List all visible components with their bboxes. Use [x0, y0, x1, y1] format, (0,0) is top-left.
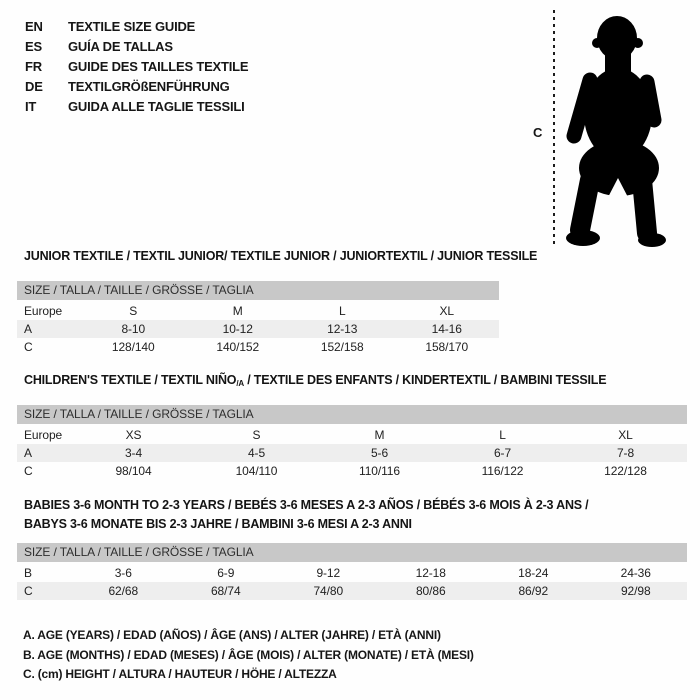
table-row: [17, 320, 499, 338]
size-cell: 14-16: [395, 320, 500, 338]
size-cell: 3-6: [114, 566, 132, 580]
size-cell: 104/110: [235, 464, 278, 478]
title-line-2: BABYS 3-6 MONATE BIS 2-3 JAHRE / BAMBINI 3-6 MESI A 2-3 ANNI: [24, 517, 412, 531]
language-code: EN: [25, 19, 43, 34]
size-header-band: SIZE / TALLA / TAILLE / GRÖSSE / TAGLIA: [17, 405, 687, 424]
section-title: [17, 374, 687, 390]
footnotes: [23, 626, 474, 685]
table-row: [17, 462, 687, 480]
size-header-band: SIZE / TALLA / TAILLE / GRÖSSE / TAGLIA: [17, 281, 499, 300]
size-cell: L: [338, 304, 346, 318]
size-cell: 140/152: [216, 340, 260, 354]
section-junior-textile: [17, 249, 538, 356]
size-cell: 9-12: [316, 566, 341, 580]
footnote-b: B. AGE (MONTHS) / EDAD (MESES) / ÂGE (MOIS) / ALTER (MONATE) / ETÀ (MESI): [23, 647, 474, 662]
language-row-fr: [25, 57, 248, 77]
footnote-a: A. AGE (YEARS) / EDAD (AÑOS) / ÂGE (ANS) / ALTER (JAHRE) / ETÀ (ANNI): [23, 628, 441, 642]
size-cell: S: [252, 428, 261, 442]
table-row: [17, 582, 687, 600]
language-row-es: [25, 37, 248, 57]
size-cell: 7-8: [564, 444, 687, 462]
row-label: A: [17, 320, 81, 338]
row-label: Europe: [24, 304, 63, 318]
size-cell: 92/98: [585, 582, 688, 600]
size-cell: 86/92: [482, 582, 585, 600]
language-label: TEXTILE SIZE GUIDE: [68, 19, 196, 34]
section-babies-textile: [17, 496, 687, 600]
language-row-de: [25, 77, 248, 97]
table-row: [17, 302, 499, 320]
size-cell: 18-24: [518, 566, 549, 580]
table-row: [17, 338, 499, 356]
size-cell: 5-6: [318, 444, 441, 462]
row-label: A: [17, 444, 72, 462]
size-cell: 6-7: [441, 444, 564, 462]
size-cell: 152/158: [320, 340, 364, 354]
size-cell: 62/68: [72, 582, 175, 600]
size-cell: 12-18: [415, 566, 446, 580]
size-cell: 68/74: [175, 582, 278, 600]
language-row-it: [25, 97, 248, 117]
row-label: Europe: [24, 428, 63, 442]
title-line-1: BABIES 3-6 MONTH TO 2-3 YEARS / BEBÉS 3-6 MESES A 2-3 AÑOS / BÉBÉS 3-6 MOIS À 2-3 ANS /: [24, 498, 589, 512]
section-childrens-textile: [17, 374, 687, 480]
title-subscript: /A: [236, 379, 244, 388]
language-label: GUIDE DES TAILLES TEXTILE: [68, 59, 249, 74]
title-text: CHILDREN'S TEXTILE / TEXTIL NIÑO: [24, 373, 237, 387]
size-header-band: SIZE / TALLA / TAILLE / GRÖSSE / TAGLIA: [17, 543, 687, 562]
row-label: B: [24, 566, 32, 580]
language-code: IT: [25, 99, 37, 114]
language-label: GUIDA ALLE TAGLIE TESSILI: [68, 99, 245, 114]
height-dashed-line: [553, 10, 555, 248]
size-cell: XL: [618, 428, 633, 442]
baby-silhouette-icon: [560, 8, 692, 248]
size-cell: 110/116: [359, 464, 400, 478]
section-title: JUNIOR TEXTILE / TEXTIL JUNIOR/ TEXTILE JUNIOR / JUNIORTEXTIL / JUNIOR TESSILE: [24, 249, 538, 263]
height-label-c: C: [533, 125, 543, 140]
size-cell: M: [232, 304, 243, 318]
size-cell: 158/170: [425, 340, 469, 354]
size-cell: 122/128: [604, 464, 647, 478]
language-list: [25, 17, 248, 117]
title-text: / TEXTILE DES ENFANTS / KINDERTEXTIL / BAMBINI TESSILE: [243, 373, 607, 387]
footnote-c: C. (cm) HEIGHT / ALTURA / HAUTEUR / HÖHE / ALTEZZA: [23, 667, 337, 681]
size-cell: 4-5: [195, 444, 318, 462]
size-cell: XL: [439, 304, 454, 318]
table-row: [17, 564, 687, 582]
size-cell: XS: [125, 428, 142, 442]
size-cell: 128/140: [111, 340, 155, 354]
junior-size-table: [17, 302, 499, 356]
size-cell: 24-36: [620, 566, 651, 580]
size-cell: 12-13: [290, 320, 395, 338]
row-label: C: [17, 582, 72, 600]
size-cell: L: [499, 428, 506, 442]
babies-size-table: [17, 564, 687, 600]
size-cell: 6-9: [217, 566, 235, 580]
table-row: [17, 444, 687, 462]
size-cell: 80/86: [380, 582, 483, 600]
size-cell: 74/80: [277, 582, 380, 600]
language-row-en: [25, 17, 248, 37]
row-label: C: [24, 464, 33, 478]
size-cell: M: [374, 428, 385, 442]
size-cell: 8-10: [81, 320, 186, 338]
height-figure: [500, 0, 700, 260]
size-cell: 10-12: [186, 320, 291, 338]
language-code: FR: [25, 59, 42, 74]
size-cell: 98/104: [115, 464, 152, 478]
language-code: ES: [25, 39, 42, 54]
children-size-table: [17, 426, 687, 480]
row-label: C: [24, 340, 33, 354]
section-title: [17, 496, 687, 534]
language-label: TEXTILGRÖßENFÜHRUNG: [68, 79, 230, 94]
table-row: [17, 426, 687, 444]
size-cell: 116/122: [481, 464, 524, 478]
size-cell: S: [129, 304, 138, 318]
language-label: GUÍA DE TALLAS: [68, 39, 173, 54]
size-cell: 3-4: [72, 444, 195, 462]
language-code: DE: [25, 79, 43, 94]
